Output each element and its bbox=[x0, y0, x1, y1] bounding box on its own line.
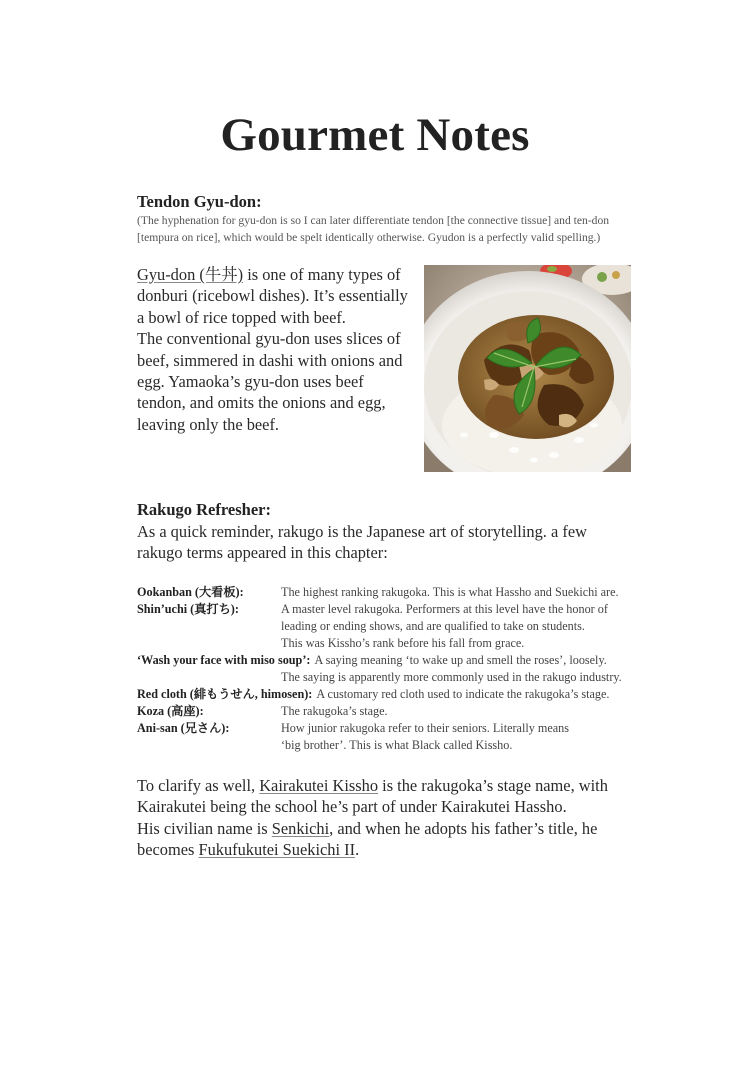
glossary-term: Shin’uchi (真打ち): bbox=[137, 602, 239, 616]
glossary-definition: The highest ranking rakugoka. This is what Hassho and Suekichi are. bbox=[281, 585, 619, 599]
glossary-definition: The rakugoka’s stage. bbox=[281, 704, 388, 718]
name-senkichi: Senkichi bbox=[271, 818, 330, 838]
name-clarification bbox=[137, 775, 677, 861]
glossary-entry-ani-san bbox=[137, 720, 657, 754]
glossary-term: Red cloth (緋もうせん, himosen): bbox=[137, 687, 313, 701]
gyudon-term: Gyu-don (牛丼) bbox=[137, 265, 244, 284]
glossary-term: Ookanban (大看板): bbox=[137, 585, 244, 599]
glossary-entry-ookanban bbox=[137, 584, 657, 601]
clarify-line-2: Kairakutei being the school he’s part of under Kairakutei Hassho. bbox=[137, 797, 567, 817]
glossary-definition: A master level rakugoka. Performers at this level have the honor of leading or ending shows, and are qualified to take on students. This was Kissho’s rank before his fall from grace. bbox=[281, 602, 608, 650]
gyudon-description bbox=[137, 264, 422, 435]
clarify-line-4: becomes Fukufukutei Suekichi II. bbox=[137, 840, 360, 860]
glossary-definition: A saying meaning ‘to wake up and smell the roses’, loosely. bbox=[314, 653, 607, 667]
glossary-entry-miso-soup bbox=[137, 652, 657, 686]
glossary-term: ‘Wash your face with miso soup’: bbox=[137, 653, 311, 667]
gyudon-line-5: beef, simmered in dashi with onions and bbox=[137, 350, 403, 370]
rakugo-intro bbox=[137, 521, 657, 564]
rakugo-intro-line-2: rakugo terms appeared in this chapter: bbox=[137, 543, 388, 563]
clarify-line-3: His civilian name is Senkichi, and when he adopts his father’s title, he bbox=[137, 818, 598, 838]
gyudon-line-1: Gyu-don (牛丼) is one of many types of bbox=[137, 265, 401, 284]
rakugo-glossary bbox=[137, 584, 657, 754]
section-heading-tendon-gyudon: Tendon Gyu-don: bbox=[137, 192, 262, 211]
hyphenation-note: (The hyphenation for gyu-don is so I can later differentiate tendon [the connective tissue] and ten-don [tempura on rice], which would be spelt identically otherwise. Gyudon is a perfectly valid spelling.) bbox=[137, 214, 610, 244]
gyudon-line-3: a bowl of rice topped with beef. bbox=[137, 307, 346, 327]
gyudon-line-6: egg. Yamaoka’s gyu-don uses beef bbox=[137, 372, 364, 392]
glossary-entry-red-cloth bbox=[137, 686, 657, 703]
glossary-term: Koza (高座): bbox=[137, 704, 204, 718]
glossary-definition: A customary red cloth used to indicate the rakugoka’s stage. bbox=[316, 687, 610, 701]
glossary-entry-shinuchi bbox=[137, 601, 657, 652]
glossary-term: Ani-san (兄さん): bbox=[137, 721, 230, 735]
clarify-line-1: To clarify as well, Kairakutei Kissho is the rakugoka’s stage name, with bbox=[137, 776, 608, 795]
gyudon-line-4: The conventional gyu-don uses slices of bbox=[137, 329, 401, 349]
name-fukufukutei-suekichi: Fukufukutei Suekichi II bbox=[198, 840, 356, 860]
section-heading-rakugo-refresher: Rakugo Refresher: bbox=[137, 500, 271, 519]
glossary-entry-koza bbox=[137, 703, 657, 720]
glossary-definition-cont: The saying is apparently more commonly used in the rakugo industry. bbox=[281, 670, 622, 684]
gyudon-photo bbox=[424, 265, 631, 472]
gyudon-line-7: tendon, and omits the onions and egg, bbox=[137, 393, 386, 413]
name-kairakutei-kissho: Kairakutei Kissho bbox=[259, 776, 379, 795]
glossary-definition: How junior rakugoka refer to their seniors. Literally means ‘big brother’. This is what Black called Kissho. bbox=[281, 721, 570, 752]
gyudon-line-2: donburi (ricebowl dishes). It’s essentially bbox=[137, 286, 408, 306]
gyudon-line-8: leaving only the beef. bbox=[137, 414, 280, 434]
rakugo-intro-line-1: As a quick reminder, rakugo is the Japanese art of storytelling. a few bbox=[137, 522, 587, 541]
page-title: Gourmet Notes bbox=[220, 109, 530, 161]
